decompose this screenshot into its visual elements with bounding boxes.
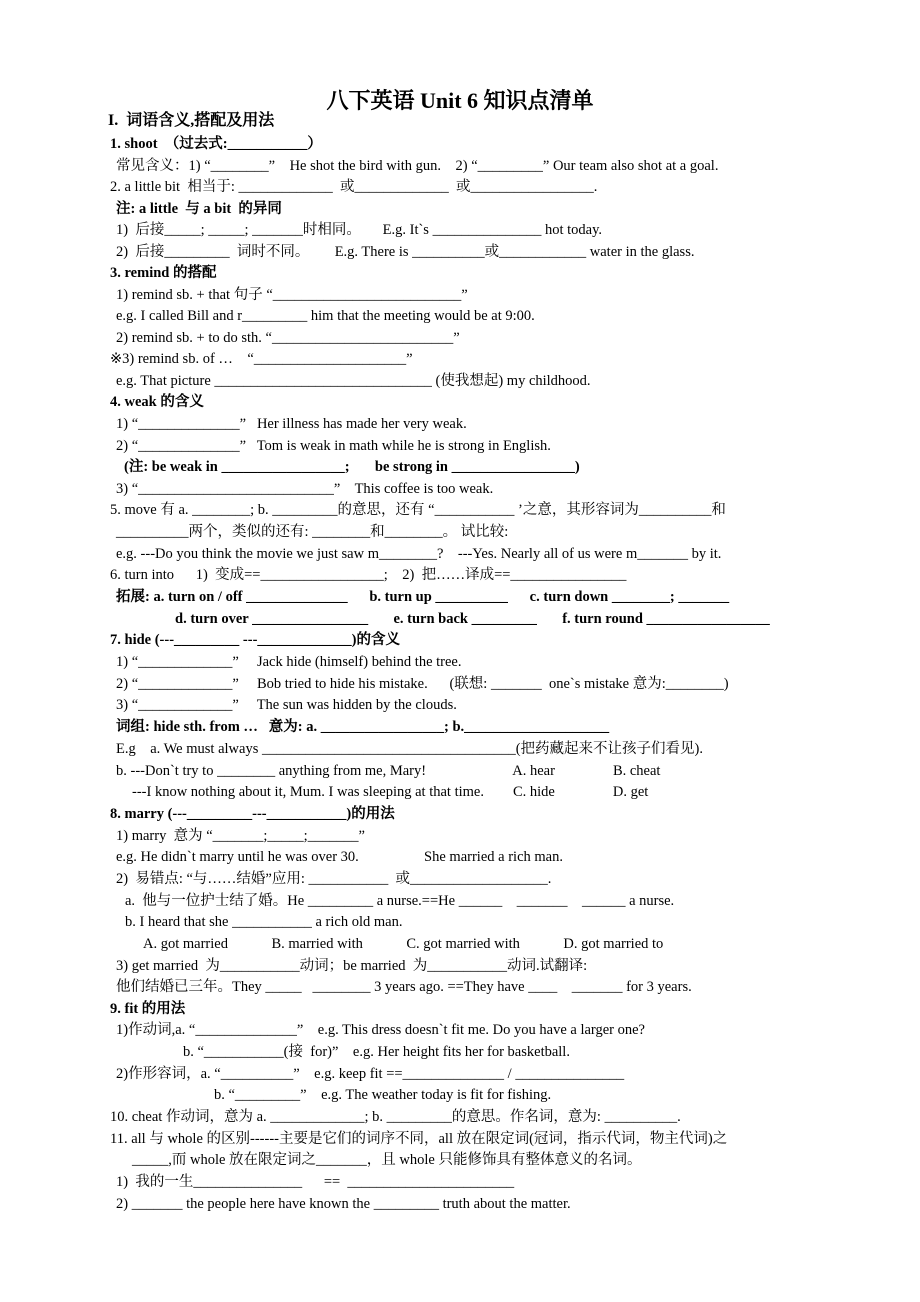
item-marry-heading: 8. marry (---_________---___________)的用法 — [110, 806, 395, 822]
text-line: 1) “______________” Her illness has made her very weak. — [116, 416, 467, 432]
text-line: 2) “_____________” Bob tried to hide his mistake. (联想: _______ one`s mistake 意为:________) — [116, 676, 729, 692]
text-line: a. 他与一位护士结了婚。He _________ a nurse.==He ______ _______ ______ a nurse. — [125, 893, 675, 909]
item-hide-heading: 7. hide (---_________ ---_____________)的含义 — [110, 632, 400, 648]
text-line: b. ---Don`t try to ________ anything from me, Mary! A. hear B. cheat — [116, 763, 661, 779]
text-line: 2) 易错点: “与……结婚”应用: ___________ 或___________________. — [116, 871, 552, 887]
text-line: _____,而 whole 放在限定词之_______，且 whole 只能修饰具有整体意义的名词。 — [132, 1152, 642, 1168]
text-line: e.g. ---Do you think the movie we just saw m________? ---Yes. Nearly all of us were m_______ by it. — [116, 546, 722, 562]
text-line: b. “_________” e.g. The weather today is fit for fishing. — [214, 1087, 552, 1103]
text-line: e.g. I called Bill and r_________ him that the meeting would be at 9:00. — [116, 308, 535, 324]
text-line: ---I know nothing about it, Mum. I was sleeping at that time. C. hide D. get — [132, 784, 649, 800]
text-line: 2) _______ the people here have known the _________ truth about the matter. — [116, 1196, 571, 1212]
phrase-line: 词组: hide sth. from … 意为: a. _________________; b.____________________ — [116, 719, 610, 735]
text-line: e.g. He didn`t marry until he was over 30. She married a rich man. — [116, 849, 563, 865]
item-turn-into: 6. turn into 1) 变成==_________________; 2) 把……译成==________________ — [110, 567, 627, 583]
text-line: 2) 后接_________ 词时不同。 E.g. There is __________或____________ water in the glass. — [116, 244, 695, 260]
text-line: 1) 后接_____; _____; _______时相同。 E.g. It`s _______________ hot today. — [116, 222, 602, 238]
text-line: 3) get married 为___________动词；be married 为___________动词.试翻译: — [116, 958, 588, 974]
text-line: 3) “_____________” The sun was hidden by the clouds. — [116, 697, 457, 713]
text-line: 3) “___________________________” This coffee is too weak. — [116, 481, 494, 497]
text-line: 1) remind sb. + that 句子 “__________________________” — [116, 287, 468, 303]
note-line: (注: be weak in _________________; be strong in _________________) — [124, 459, 580, 475]
text-line: 2)作形容词，a. “__________” e.g. keep fit ==______________ / _______________ — [116, 1066, 625, 1082]
page-title: 八下英语 Unit 6 知识点清单 — [326, 88, 594, 113]
text-line: __________两个，类似的还有: ________和________。 试比较: — [116, 524, 509, 540]
text-line: e.g. That picture ______________________________ (使我想起) my childhood. — [116, 373, 591, 389]
text-line: 1)作动词,a. “______________” e.g. This dress doesn`t fit me. Do you have a larger one? — [116, 1022, 645, 1038]
item-fit-heading: 9. fit 的用法 — [110, 1001, 186, 1017]
text-line: 常见含义：1) “________” He shot the bird with gun. 2) “_________” Our team also shot at a goal. — [116, 158, 719, 174]
item-weak-heading: 4. weak 的含义 — [110, 394, 204, 410]
extension-line: 拓展: a. turn on / off ______________ b. turn up __________ c. turn down ________; _______ — [116, 589, 730, 605]
text-line: ※3) remind sb. of … “_____________________” — [110, 351, 413, 367]
item-remind-heading: 3. remind 的搭配 — [110, 265, 217, 281]
item-a-little-bit: 2. a little bit 相当于: _____________ 或_____________ 或_________________. — [110, 179, 598, 195]
section-heading: I. 词语含义,搭配及用法 — [108, 112, 275, 129]
text-line: 2) “______________” Tom is weak in math while he is strong in English. — [116, 438, 551, 454]
extension-line: d. turn over ________________ e. turn back _________ f. turn round _________________ — [175, 611, 770, 627]
text-line: 他们结婚已三年。They _____ ________ 3 years ago. ==They have ____ _______ for 3 years. — [116, 979, 692, 995]
text-line: 1) 我的一生_______________ == _______________________ — [116, 1174, 515, 1190]
text-line: 2) remind sb. + to do sth. “_________________________” — [116, 330, 460, 346]
text-line: A. got married B. married with C. got married with D. got married to — [143, 936, 664, 952]
text-line: 1) “_____________” Jack hide (himself) behind the tree. — [116, 654, 462, 670]
text-line: E.g a. We must always ___________________________________(把药藏起来不让孩子们看见). — [116, 741, 703, 757]
item-shoot-heading: 1. shoot （过去式:___________） — [110, 136, 322, 152]
item-move: 5. move 有 a. ________; b. _________的意思，还有 “___________ ’之意，其形容词为__________和 — [110, 502, 726, 518]
item-all-whole: 11. all 与 whole 的区别------主要是它们的词序不同，all 放在限定词(冠词，指示代词，物主代词)之 — [110, 1131, 728, 1147]
text-line: b. “___________(接 for)” e.g. Her height fits her for basketball. — [183, 1044, 570, 1060]
note-line: 注: a little 与 a bit 的异同 — [116, 201, 282, 217]
text-line: b. I heard that she ___________ a rich old man. — [125, 914, 403, 930]
item-cheat: 10. cheat 作动词，意为 a. _____________; b. _________的意思。作名词，意为: __________. — [110, 1109, 681, 1125]
text-line: 1) marry 意为 “_______;_____;_______” — [116, 828, 365, 844]
